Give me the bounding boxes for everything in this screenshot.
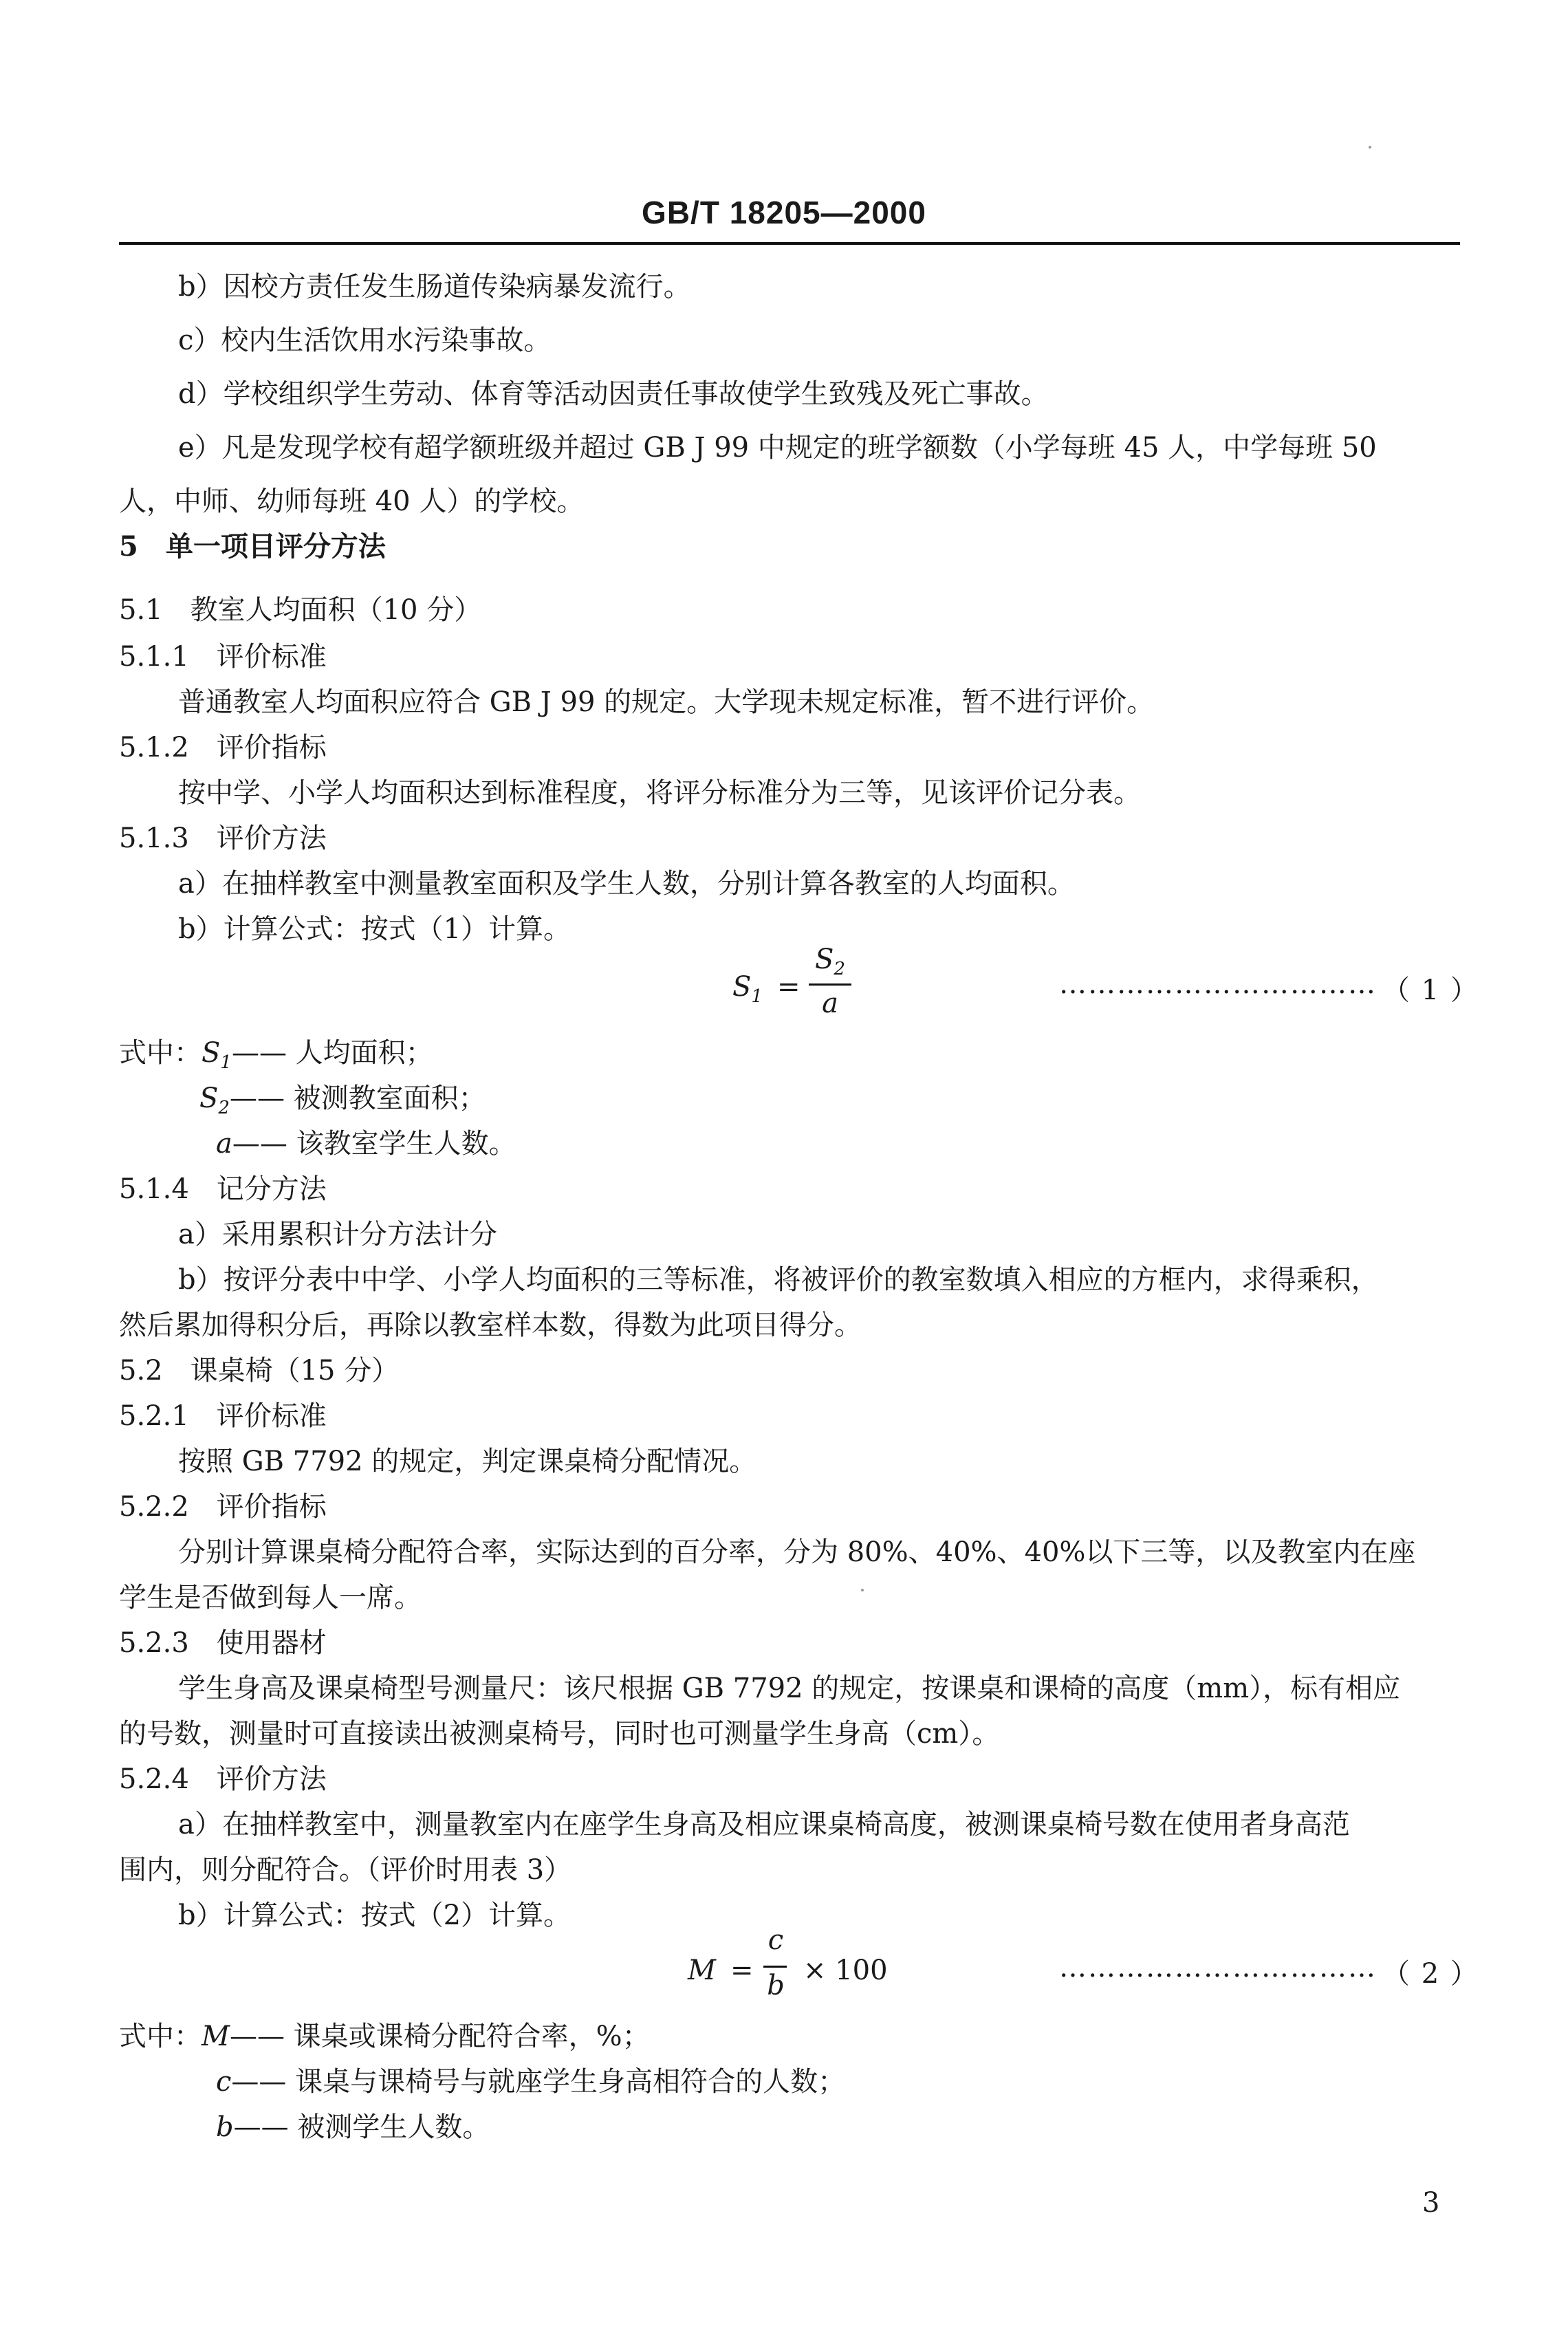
formula-1-leader-dots: …………………………… xyxy=(1059,968,1377,1000)
header-rule xyxy=(119,242,1460,245)
formula-2-where-line3: b—— 被测学生人数。 xyxy=(216,2111,490,2143)
section-5-1-3-a: a）在抽样教室中测量教室面积及学生人数，分别计算各教室的人均面积。 xyxy=(178,868,1075,900)
formula-2-number: （ 2 ） xyxy=(1382,1958,1479,1990)
section-5-2-2-text-line1: 分别计算课桌椅分配符合率，实际达到的百分率，分为 80%、40%、40%以下三等，以及教室内在座 xyxy=(178,1536,1416,1568)
section-5-2-3-text-line1: 学生身高及课桌椅型号测量尺：该尺根据 GB 7792 的规定，按课桌和课椅的高度（mm），标有相应 xyxy=(178,1673,1401,1704)
section-5-2-4-a-line1: a）在抽样教室中，测量教室内在座学生身高及相应课桌椅高度，被测课桌椅号数在使用者身高范 xyxy=(178,1809,1350,1840)
section-5-2-4-a-line2: 围内，则分配符合。（评价时用表 3） xyxy=(119,1854,572,1886)
formula-2-fraction-bar xyxy=(763,1966,787,1968)
formula-1-number: （ 1 ） xyxy=(1382,975,1479,1006)
scan-speck xyxy=(861,1589,864,1591)
section-5-title: 5 单一项目评分方法 xyxy=(119,530,386,563)
formula-2-where-line1: 式中：M—— 课桌或课椅分配符合率，%； xyxy=(119,2021,650,2052)
section-5-1-3-heading: 5.1.3 评价方法 xyxy=(119,823,327,854)
section-5-2-1-text: 按照 GB 7792 的规定，判定课桌椅分配情况。 xyxy=(178,1446,757,1477)
formula-2-multiplier: × 100 xyxy=(803,1955,888,1986)
formula-1-lhs: $S_1$ xyxy=(732,971,763,1007)
item-4-e-line2: 人，中师、幼师每班 40 人）的学校。 xyxy=(119,486,585,517)
section-5-2-2-heading: 5.2.2 评价指标 xyxy=(119,1491,327,1523)
formula-1-numerator: $S_2$ xyxy=(815,944,845,979)
section-5-2-4-heading: 5.2.4 评价方法 xyxy=(119,1763,327,1795)
formula-1-equals: = xyxy=(777,971,801,1003)
item-4-b: b）因校方责任发生肠道传染病暴发流行。 xyxy=(178,271,691,303)
section-5-2-1-heading: 5.2.1 评价标准 xyxy=(119,1400,327,1432)
section-5-1-2-text: 按中学、小学人均面积达到标准程度，将评分标准分为三等，见该评价记分表。 xyxy=(178,777,1141,809)
formula-2-numerator: c xyxy=(767,1924,784,1956)
formula-1-where-line3: a—— 该教室学生人数。 xyxy=(216,1128,516,1160)
section-5-1-4-b-line2: 然后累加得积分后，再除以教室样本数，得数为此项目得分。 xyxy=(119,1309,862,1341)
section-5-2-3-heading: 5.2.3 使用器材 xyxy=(119,1627,327,1659)
item-4-c: c）校内生活饮用水污染事故。 xyxy=(178,325,552,356)
formula-2-lhs: M xyxy=(688,1955,716,1986)
section-5-1-4-a: a）采用累积计分方法计分 xyxy=(178,1219,497,1250)
formula-1-denominator: a xyxy=(822,988,838,1019)
page-number: 3 xyxy=(1422,2187,1440,2219)
formula-1-where-line2: $S_2——$ 被测教室面积； xyxy=(199,1083,486,1118)
formula-1-fraction-bar xyxy=(809,983,851,986)
section-5-1-title: 5.1 教室人均面积（10 分） xyxy=(119,594,482,626)
item-4-d: d）学校组织学生劳动、体育等活动因责任事故使学生致残及死亡事故。 xyxy=(178,378,1049,410)
section-5-1-2-heading: 5.1.2 评价指标 xyxy=(119,732,327,763)
section-5-2-4-b: b）计算公式：按式（2）计算。 xyxy=(178,1900,571,1931)
formula-2-where-line2: c—— 课桌与课椅号与就座学生身高相符合的人数； xyxy=(216,2066,846,2098)
formula-1-where-line1: 式中：$S_1——$ 人均面积； xyxy=(119,1037,433,1073)
standard-header: GB/T 18205—2000 xyxy=(642,195,926,230)
section-5-1-1-text: 普通教室人均面积应符合 GB J 99 的规定。大学现未规定标准，暂不进行评价。 xyxy=(178,686,1155,718)
section-5-1-3-b: b）计算公式：按式（1）计算。 xyxy=(178,913,571,945)
section-5-2-title: 5.2 课桌椅（15 分） xyxy=(119,1355,400,1387)
section-5-1-4-b-line1: b）按评分表中中学、小学人均面积的三等标准，将被评价的教室数填入相应的方框内，求得乘积， xyxy=(178,1264,1379,1296)
section-5-1-4-heading: 5.1.4 记分方法 xyxy=(119,1173,327,1205)
section-5-2-2-text-line2: 学生是否做到每人一席。 xyxy=(119,1582,422,1613)
formula-2-leader-dots: …………………………… xyxy=(1059,1952,1377,1983)
item-4-e-line1: e）凡是发现学校有超学额班级并超过 GB J 99 中规定的班学额数（小学每班 45 人，中学每班 50 xyxy=(178,432,1377,464)
section-5-1-1-heading: 5.1.1 评价标准 xyxy=(119,641,327,673)
scan-speck xyxy=(1369,146,1371,149)
formula-2-denominator: b xyxy=(767,1970,785,2001)
section-5-2-3-text-line2: 的号数，测量时可直接读出被测桌椅号，同时也可测量学生身高（cm）。 xyxy=(119,1718,1000,1750)
formula-2-equals: = xyxy=(730,1955,754,1986)
